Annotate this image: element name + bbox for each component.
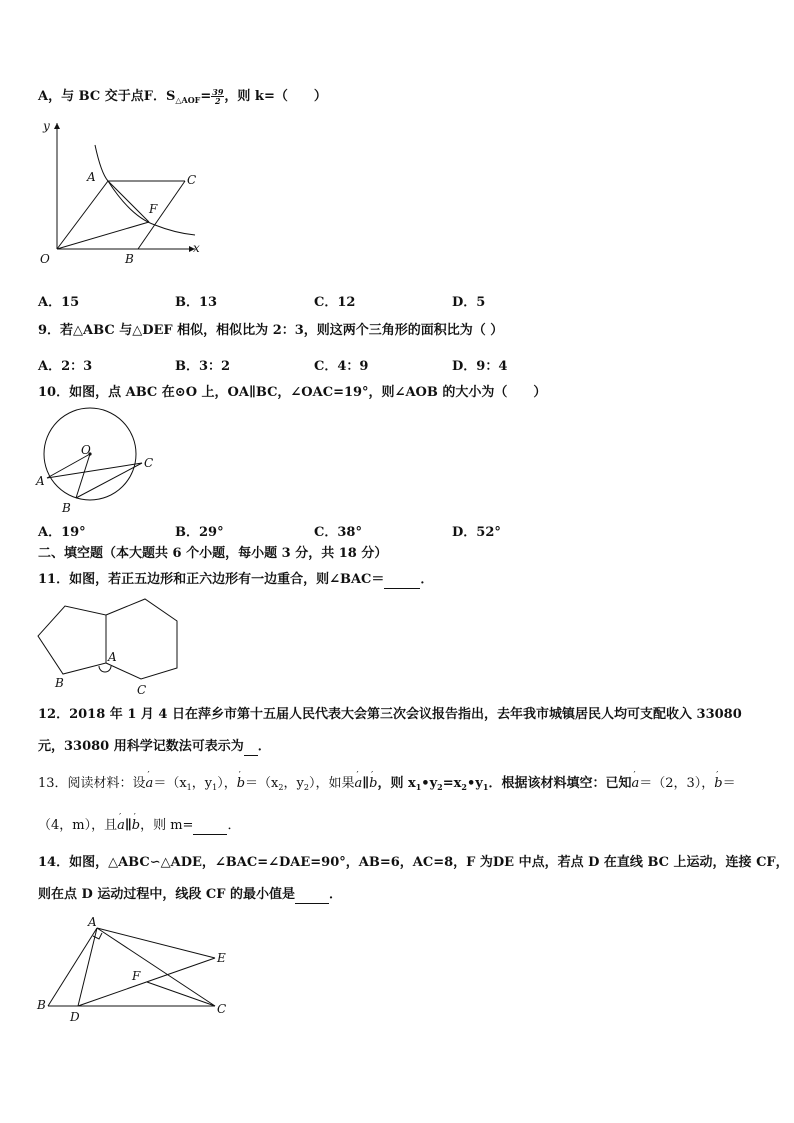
q12-line1: 12．2018 年 1 月 4 日在萍乡市第十五届人民代表大会第三次会议报告指出，去年我市城镇居民人均可支配收入 33080 — [38, 707, 742, 722]
q12-line2: 元，33080 用科学记数法可表示为 ． — [38, 739, 271, 754]
q14-line1: 14．如图，△ABC∽△ADE，∠BAC=∠DAE=90°，AB=6，AC=8，F 为DE 中点，若点 D 在直线 BC 上运动，连接 CF， — [38, 855, 789, 870]
label-B: B — [55, 676, 64, 690]
q14-line2: 则在点 D 运动过程中，线段 CF 的最小值是 ． — [38, 887, 342, 902]
fraction: $\frac{39}{2}$ — [212, 87, 224, 106]
q10-option-b[interactable]: B．29° — [175, 525, 224, 540]
q9-option-c[interactable]: C．4：9 — [314, 359, 369, 374]
label-A: A — [36, 474, 45, 488]
label-F: F — [132, 969, 141, 983]
label-O: O — [81, 443, 91, 457]
answer-blank[interactable] — [193, 818, 227, 835]
label-C: C — [217, 1002, 227, 1016]
label-F: F — [149, 202, 158, 216]
label-A: A — [88, 915, 97, 929]
label-D: D — [70, 1010, 80, 1024]
label-C: C — [144, 456, 154, 470]
q10-option-d[interactable]: D．52° — [452, 525, 501, 540]
q9-options — [38, 355, 598, 374]
q11-stem: 11．如图，若正五边形和正六边形有一边重合，则∠BAC＝ ． — [38, 572, 434, 587]
label-O: O — [40, 252, 50, 266]
q9-option-b[interactable]: B．3：2 — [175, 359, 231, 374]
q11-figure — [35, 598, 185, 698]
q10-option-c[interactable]: C．38° — [314, 525, 362, 540]
q8-option-a[interactable]: A．15 — [38, 295, 80, 310]
q10-figure — [35, 408, 160, 516]
q9-stem: 9．若△ABC 与△DEF 相似，相似比为 2：3，则这两个三角形的面积比为（ ） — [38, 323, 504, 338]
q8-figure — [35, 115, 210, 270]
label-C: C — [187, 173, 197, 187]
label-C: C — [137, 683, 147, 697]
section-heading: 二、填空题（本大题共 6 个小题，每小题 3 分，共 18 分） — [38, 546, 388, 561]
q14-figure — [35, 912, 235, 1024]
q9-option-a[interactable]: A．2：3 — [38, 359, 93, 374]
label-B: B — [37, 998, 46, 1012]
label-x: x — [193, 241, 200, 255]
q10-option-a[interactable]: A．19° — [38, 525, 86, 540]
label-E: E — [217, 951, 226, 965]
q8-options — [38, 291, 598, 310]
answer-blank[interactable] — [295, 887, 329, 904]
label-y: y — [43, 119, 50, 133]
q13-line1: 13．阅读材料：设′ $a=(x_1$，$y_1$），′ $b=(x_2$，$y_2$），如果′ a∥′ b，则 $x_1•y_2=x_2•y_1$．根据该材料填空：已知′ a＝（2，3），′ b＝ — [38, 776, 736, 796]
q8-option-c[interactable]: C．12 — [314, 295, 356, 310]
answer-blank[interactable] — [244, 739, 258, 756]
label-B: B — [62, 501, 71, 515]
q9-option-d[interactable]: D．9：4 — [452, 359, 508, 374]
label-A: A — [87, 170, 96, 184]
q8-option-b[interactable]: B．13 — [175, 295, 218, 310]
label-A: A — [108, 650, 117, 664]
q8-stem: A，与 BC 交于点F．$S_{\triangle AOF}=$ $\frac{39}{2}$ ，则 k=（ ） — [38, 87, 327, 106]
q8-option-d[interactable]: D．5 — [452, 295, 486, 310]
q13-line2: （4，m），且′ a∥′ b，则 m= ． — [38, 818, 240, 835]
label-B: B — [125, 252, 134, 266]
q10-options — [38, 521, 598, 540]
answer-blank[interactable] — [384, 572, 420, 589]
q10-stem: 10．如图，点 ABC 在⊙O 上，OA∥BC，∠OAC=19°，则∠AOB 的大小为（ ） — [38, 385, 547, 400]
